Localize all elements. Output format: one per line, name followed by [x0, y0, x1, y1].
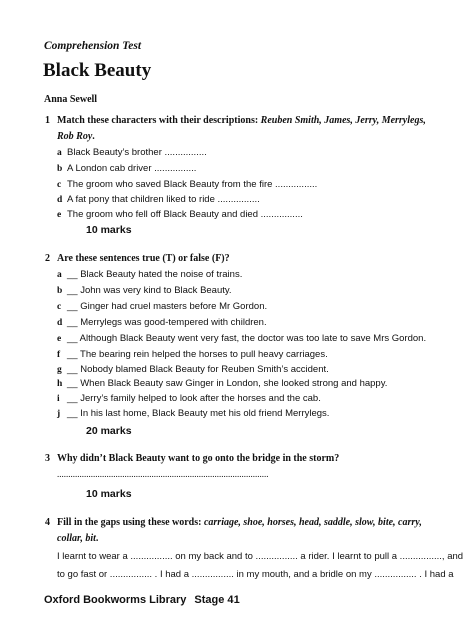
footer — [44, 594, 240, 606]
question-number: 2 — [45, 253, 50, 264]
marks-label: 10 marks — [86, 488, 132, 500]
marks-label: 20 marks — [86, 425, 132, 437]
gap-fill-line-2: to go fast or ................ . I had a ................ in my mouth, and a bridle on my ................ . I had a — [57, 569, 454, 580]
character-names: Reuben Smith, James, Jerry, Merrylegs, — [260, 115, 426, 126]
list-item: e The groom who fell off Black Beauty and died ................ — [57, 209, 303, 220]
series-name: Oxford Bookworms Library — [44, 594, 187, 606]
list-item: c The groom who saved Black Beauty from the fire ................ — [57, 179, 318, 190]
marks-label: 10 marks — [86, 224, 132, 236]
list-item: d A fat pony that children liked to ride ................ — [57, 194, 260, 205]
list-item: a __ Black Beauty hated the noise of trains. — [57, 269, 243, 280]
question-text: Match these characters with their descriptions: — [57, 115, 261, 126]
list-item: c __ Ginger had cruel masters before Mr Gordon. — [57, 301, 268, 312]
test-subtitle: Comprehension Test — [44, 40, 142, 52]
list-item: h __ When Black Beauty saw Ginger in London, she looked strong and happy. — [57, 378, 388, 389]
question-text: Why didn’t Black Beauty want to go onto the bridge in the storm? — [57, 453, 340, 464]
list-item: i __ Jerry’s family helped to look after the horses and the cab. — [57, 393, 321, 404]
question-number: 3 — [45, 453, 50, 464]
answer-line: .............................................................................................. — [57, 469, 269, 479]
page-number: 1 — [233, 594, 240, 606]
list-item: d __ Merrylegs was good-tempered with children. — [57, 317, 267, 328]
word-bank: carriage, shoe, horses, head, saddle, slow, bite, carry, — [203, 517, 422, 528]
list-item: b __ John was very kind to Black Beauty. — [57, 285, 232, 296]
character-names-cont: Rob Roy — [57, 131, 93, 142]
question-text: Fill in the gaps using these words: — [57, 517, 204, 528]
gap-fill-line-1: I learnt to wear a ................ on my back and to ................ a rider. I learnt to pull a ................, and — [57, 551, 464, 562]
list-item: g __ Nobody blamed Black Beauty for Reuben Smith’s accident. — [57, 364, 329, 375]
book-author: Anna Sewell — [44, 94, 98, 105]
list-item: e __ Although Black Beauty went very fast, the doctor was too late to save Mrs Gordon. — [57, 333, 427, 344]
list-item: b A London cab driver ................ — [57, 163, 197, 174]
question-number: 1 — [45, 115, 50, 126]
question-text: Are these sentences true (T) or false (F)? — [57, 253, 230, 264]
word-bank-cont: collar, bit — [57, 533, 96, 544]
stage-label: Stage 4 — [194, 594, 234, 606]
question-number: 4 — [45, 517, 50, 528]
list-item: j __ In his last home, Black Beauty met his old friend Merrylegs. — [57, 408, 330, 419]
list-item: f __ The bearing rein helped the horses to pull heavy carriages. — [57, 349, 328, 360]
book-title: Black Beauty — [43, 60, 152, 81]
worksheet-page: Comprehension Test Black Beauty Anna Sewell 1 Match these characters with their descriptions: Reuben Smith, James, Jerry, Merrylegs, Rob Roy. a Black Beauty’s brother ................ b A London cab driver ................ c The groom who saved Black Beauty from the fire ................ d A fat pony that children liked to ride ................ e The groom who fell off Black Beauty and died ................ 10 marks 2 Are these sentences true (T) or false (F)? a __ Black Beauty hated the noise of trains. b __ John was very kind to Black Beauty. c __ Ginger had cruel masters before Mr Gordon. d __ Merrylegs was good-tempered with children. e __ Although Black Beauty went very fast, the doctor was too late to save Mrs Gordon. f __ The bearing rein helped the horses to pull heavy carriages. g __ Nobody blamed Black Beauty for Reuben Smith’s accident. h __ When Black Beauty saw Ginger in London, she looked strong and happy. i __ Jerry’s family helped to look after the horses and the cab. j __ In his last home, Black Beauty met his old friend Merrylegs. 20 marks 3 Why didn’t Black Beauty want to go onto the bridge in the storm? .............................................................................................. 10 marks 4 Fill in the gaps using these words: carriage, shoe, horses, head, saddle, slow, bite, carry, collar, bit. I learnt to wear a ................ on my back and to ................ a rider. I learnt to pull a ................, and to go fast or ................ . I had a ................ in my mouth, and a bridle on my ................ . I had a Oxford Bookworms Library Stage 41 — [43, 40, 464, 606]
list-item: a Black Beauty’s brother ................ — [57, 147, 207, 158]
